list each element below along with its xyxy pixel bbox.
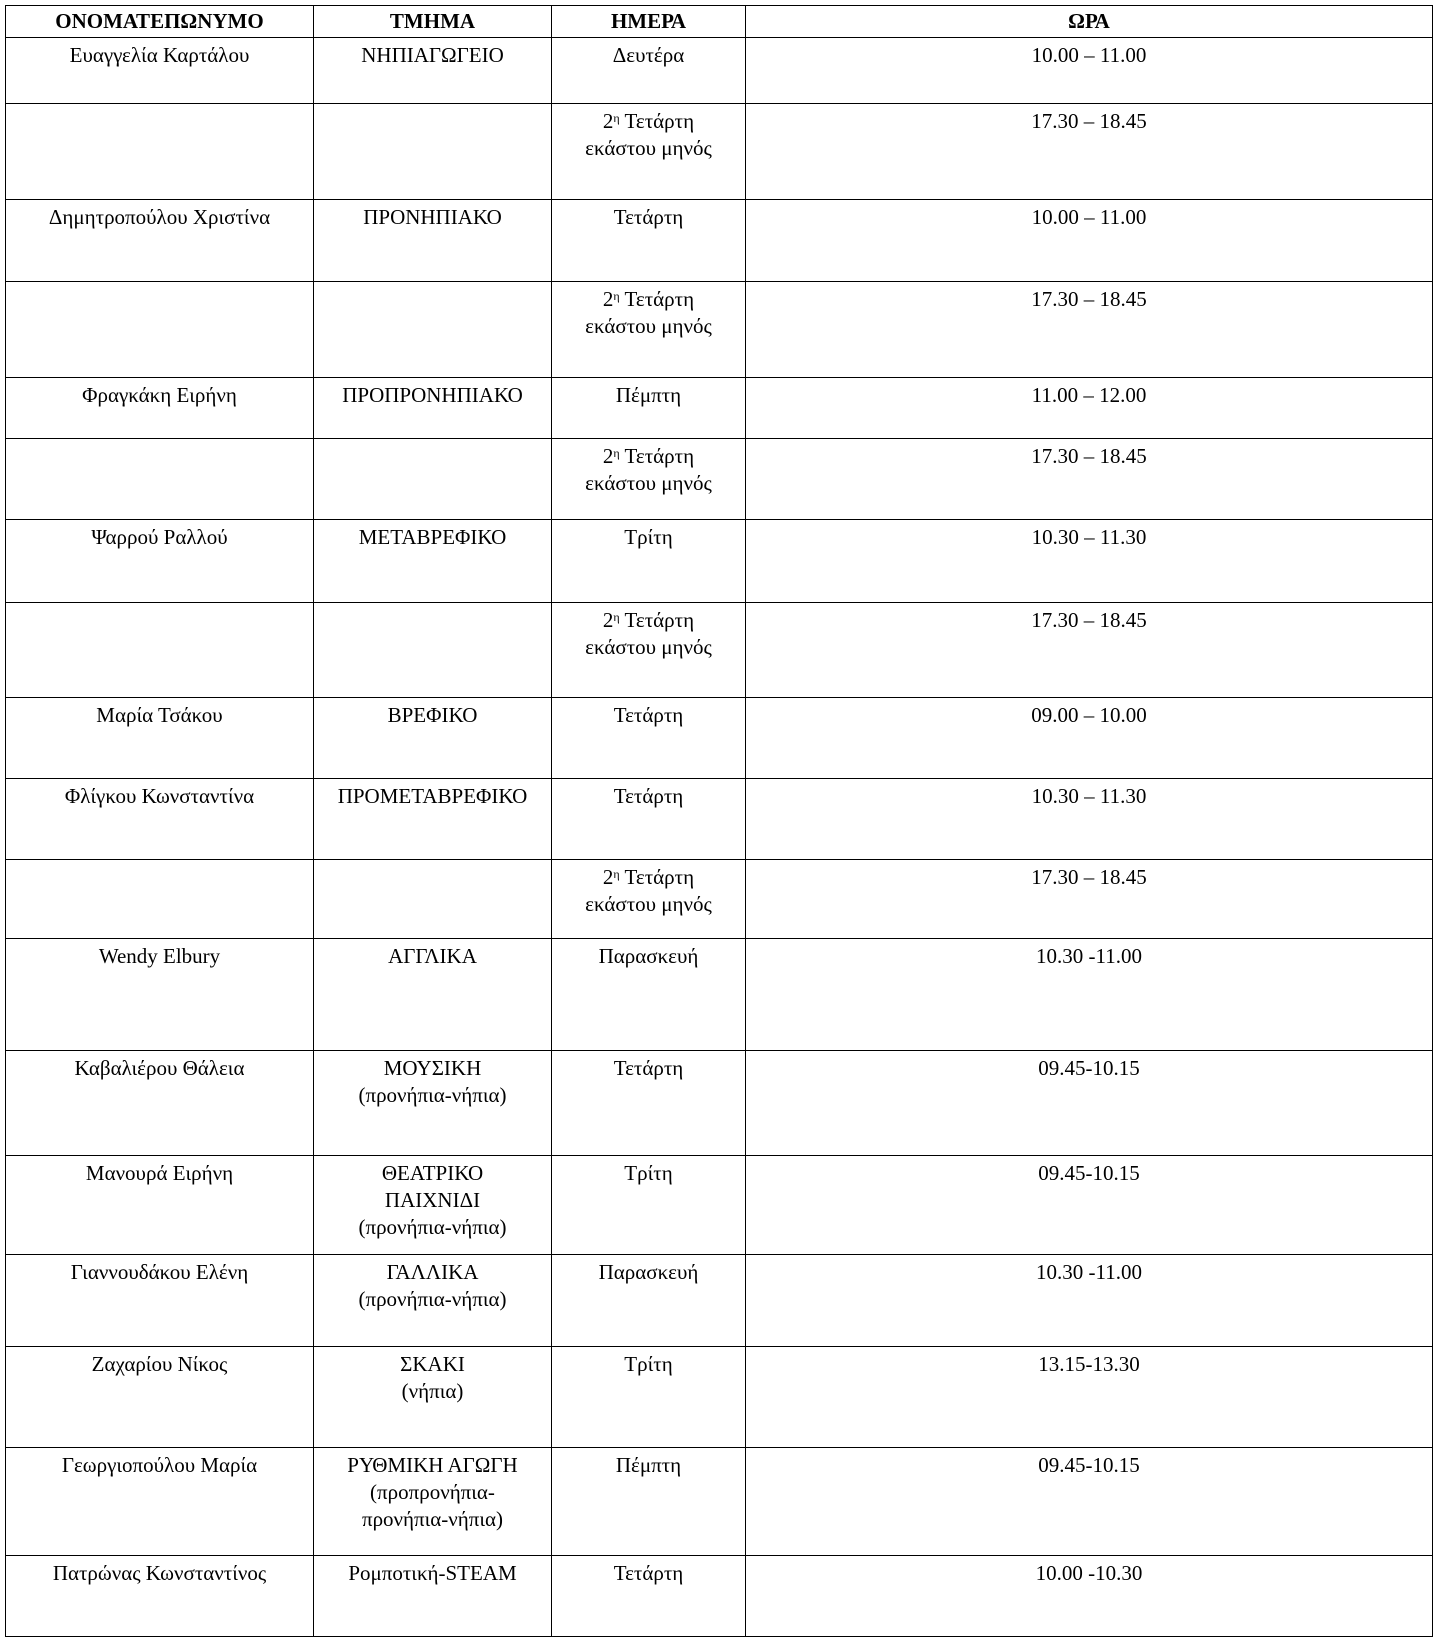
table-row xyxy=(6,200,1433,282)
cell-name xyxy=(6,1255,314,1347)
cell-name-text: Καβαλιέρου Θάλεια xyxy=(74,1056,245,1080)
cell-day-text: $2^\eta$ Τετάρτη εκάστου μηνός xyxy=(585,608,712,659)
cell-dept xyxy=(314,939,552,1051)
cell-time xyxy=(746,38,1433,104)
table-row xyxy=(6,1255,1433,1347)
cell-day xyxy=(552,1255,746,1347)
cell-time-text: 09.45-10.15 xyxy=(1038,1056,1140,1080)
cell-time xyxy=(746,1156,1433,1255)
cell-name xyxy=(6,779,314,860)
cell-day-text: Τετάρτη xyxy=(613,1056,684,1080)
cell-time-text: 13.15-13.30 xyxy=(1038,1352,1140,1376)
cell-day xyxy=(552,38,746,104)
cell-dept xyxy=(314,1156,552,1255)
cell-day xyxy=(552,603,746,698)
cell-name-text: Φραγκάκη Ειρήνη xyxy=(82,383,237,407)
cell-dept xyxy=(314,779,552,860)
cell-time-text: 09.45-10.15 xyxy=(1038,1161,1140,1185)
table-row xyxy=(6,1156,1433,1255)
cell-time-text: 10.00 – 11.00 xyxy=(1031,43,1147,67)
cell-time xyxy=(746,1556,1433,1637)
cell-time-text: 10.30 -11.00 xyxy=(1036,1260,1142,1284)
cell-day-text: $2^\eta$ Τετάρτη εκάστου μηνός xyxy=(585,287,712,338)
cell-time-text: 10.30 – 11.30 xyxy=(1031,525,1147,549)
cell-dept-text: ΝΗΠΙΑΓΩΓΕΙΟ xyxy=(361,43,504,67)
cell-day-text: $2^\eta$ Τετάρτη εκάστου μηνός xyxy=(585,444,712,495)
cell-time xyxy=(746,378,1433,439)
cell-time-text: 09.00 – 10.00 xyxy=(1031,703,1147,727)
cell-time xyxy=(746,939,1433,1051)
cell-time-text: 17.30 – 18.45 xyxy=(1031,865,1147,889)
schedule-table xyxy=(5,5,1433,1637)
cell-time-text: 09.45-10.15 xyxy=(1038,1453,1140,1477)
cell-dept-text: Ρομποτική-STEAM xyxy=(348,1561,517,1585)
cell-time-text: 11.00 – 12.00 xyxy=(1031,383,1147,407)
cell-time xyxy=(746,1448,1433,1556)
cell-name-text: Γεωργιοπούλου Μαρία xyxy=(61,1453,258,1477)
cell-dept xyxy=(314,860,552,939)
cell-day xyxy=(552,1556,746,1637)
cell-name xyxy=(6,520,314,603)
cell-name xyxy=(6,38,314,104)
cell-dept xyxy=(314,1448,552,1556)
cell-name-text: Πατρώνας Κωνσταντίνος xyxy=(52,1561,267,1585)
header-name: ΟΝΟΜΑΤΕΠΩΝΥΜΟ xyxy=(6,6,314,38)
cell-dept-text: ΠΡΟΝΗΠΙΑΚΟ xyxy=(363,205,502,229)
cell-day-text: Παρασκευή xyxy=(598,1260,699,1284)
cell-day xyxy=(552,860,746,939)
cell-day xyxy=(552,439,746,520)
cell-day xyxy=(552,698,746,779)
cell-name-text: Δημητροπούλου Χριστίνα xyxy=(48,205,271,229)
cell-dept xyxy=(314,104,552,200)
table-row xyxy=(6,282,1433,378)
table-row xyxy=(6,439,1433,520)
cell-dept xyxy=(314,439,552,520)
cell-day-text: Τρίτη xyxy=(624,525,673,549)
cell-dept-text: ΜΕΤΑΒΡΕΦΙΚΟ xyxy=(358,525,507,549)
cell-time-text: 10.00 – 11.00 xyxy=(1031,205,1147,229)
cell-dept xyxy=(314,1051,552,1156)
cell-day xyxy=(552,104,746,200)
table-row xyxy=(6,860,1433,939)
cell-day-text: Τρίτη xyxy=(624,1352,673,1376)
cell-time xyxy=(746,282,1433,378)
cell-name xyxy=(6,939,314,1051)
cell-time xyxy=(746,104,1433,200)
cell-dept xyxy=(314,520,552,603)
table-row xyxy=(6,939,1433,1051)
cell-dept xyxy=(314,200,552,282)
cell-time-text: 17.30 – 18.45 xyxy=(1031,287,1147,311)
cell-day-text: Τετάρτη xyxy=(613,703,684,727)
table-row xyxy=(6,378,1433,439)
cell-dept xyxy=(314,603,552,698)
cell-day xyxy=(552,1156,746,1255)
cell-dept-text: ΘΕΑΤΡΙΚΟ ΠΑΙΧΝΙΔΙ (προνήπια-νήπια) xyxy=(358,1161,507,1239)
cell-day-text: Παρασκευή xyxy=(598,944,699,968)
cell-day xyxy=(552,378,746,439)
cell-day-text: Τετάρτη xyxy=(613,205,684,229)
cell-dept-text: ΜΟΥΣΙΚΗ (προνήπια-νήπια) xyxy=(358,1056,507,1107)
cell-day-text: Πέμπτη xyxy=(615,1453,682,1477)
cell-time xyxy=(746,603,1433,698)
cell-name xyxy=(6,1156,314,1255)
cell-time-text: 10.00 -10.30 xyxy=(1035,1561,1143,1585)
cell-name-text: Μαρία Τσάκου xyxy=(96,703,223,727)
cell-dept-text: ΒΡΕΦΙΚΟ xyxy=(387,703,478,727)
cell-dept xyxy=(314,698,552,779)
cell-day xyxy=(552,1448,746,1556)
cell-day xyxy=(552,200,746,282)
header-dept: ΤΜΗΜΑ xyxy=(314,6,552,38)
cell-dept-text: ΠΡΟΜΕΤΑΒΡΕΦΙΚΟ xyxy=(337,784,528,808)
cell-day xyxy=(552,779,746,860)
cell-dept xyxy=(314,282,552,378)
cell-day xyxy=(552,939,746,1051)
cell-time xyxy=(746,1347,1433,1448)
cell-name-text: Ψαρρού Ραλλού xyxy=(91,525,228,549)
cell-name xyxy=(6,378,314,439)
table-row xyxy=(6,1051,1433,1156)
cell-name xyxy=(6,698,314,779)
cell-name-text: Μανουρά Ειρήνη xyxy=(85,1161,234,1185)
cell-name-text: Γιαννουδάκου Ελένη xyxy=(70,1260,249,1284)
cell-name-text: Ευαγγελία Καρτάλου xyxy=(69,43,250,67)
cell-day xyxy=(552,1347,746,1448)
cell-name xyxy=(6,603,314,698)
table-row xyxy=(6,779,1433,860)
cell-day-text: Πέμπτη xyxy=(615,383,682,407)
cell-dept-text: ΡΥΘΜΙΚΗ ΑΓΩΓΗ (προπρονήπια- προνήπια-νήπια) xyxy=(347,1453,518,1531)
table-row xyxy=(6,104,1433,200)
header-day: ΗΜΕΡΑ xyxy=(552,6,746,38)
cell-time xyxy=(746,439,1433,520)
cell-day xyxy=(552,1051,746,1156)
table-row xyxy=(6,1347,1433,1448)
cell-time xyxy=(746,1051,1433,1156)
cell-time-text: 17.30 – 18.45 xyxy=(1031,444,1147,468)
cell-name xyxy=(6,860,314,939)
cell-name xyxy=(6,1051,314,1156)
cell-name-text: Ζαχαρίου Νίκος xyxy=(91,1352,228,1376)
cell-dept xyxy=(314,378,552,439)
table-row xyxy=(6,38,1433,104)
cell-time-text: 17.30 – 18.45 xyxy=(1031,608,1147,632)
cell-time xyxy=(746,698,1433,779)
cell-day xyxy=(552,282,746,378)
cell-time xyxy=(746,779,1433,860)
cell-day-text: Δευτέρα xyxy=(612,43,685,67)
header-time: ΩΡΑ xyxy=(746,6,1433,38)
cell-dept-text: ΣΚΑΚΙ (νήπια) xyxy=(400,1352,465,1403)
cell-time-text: 17.30 – 18.45 xyxy=(1031,109,1147,133)
cell-name-text: Wendy Elbury xyxy=(98,944,221,968)
cell-time-text: 10.30 – 11.30 xyxy=(1031,784,1147,808)
cell-name xyxy=(6,1448,314,1556)
cell-time-text: 10.30 -11.00 xyxy=(1036,944,1142,968)
cell-dept xyxy=(314,1556,552,1637)
cell-day-text: Τετάρτη xyxy=(613,1561,684,1585)
cell-name xyxy=(6,1347,314,1448)
cell-time xyxy=(746,200,1433,282)
cell-dept-text: ΓΑΛΛΙΚΑ (προνήπια-νήπια) xyxy=(358,1260,507,1311)
cell-name xyxy=(6,104,314,200)
cell-day-text: Τρίτη xyxy=(624,1161,673,1185)
cell-dept xyxy=(314,38,552,104)
cell-day-text: $2^\eta$ Τετάρτη εκάστου μηνός xyxy=(585,109,712,160)
table-row xyxy=(6,520,1433,603)
cell-day-text: $2^\eta$ Τετάρτη εκάστου μηνός xyxy=(585,865,712,916)
cell-dept xyxy=(314,1255,552,1347)
table-row xyxy=(6,698,1433,779)
table-row xyxy=(6,1556,1433,1637)
cell-name-text: Φλίγκου Κωνσταντίνα xyxy=(64,784,255,808)
cell-day xyxy=(552,520,746,603)
cell-dept-text: ΑΓΓΛΙΚΑ xyxy=(388,944,477,968)
table-row xyxy=(6,1448,1433,1556)
cell-name xyxy=(6,1556,314,1637)
cell-time xyxy=(746,860,1433,939)
cell-dept-text: ΠΡΟΠΡΟΝΗΠΙΑΚΟ xyxy=(342,383,523,407)
cell-dept xyxy=(314,1347,552,1448)
cell-time xyxy=(746,520,1433,603)
header-row xyxy=(6,6,1433,38)
cell-time xyxy=(746,1255,1433,1347)
cell-name xyxy=(6,200,314,282)
table-row xyxy=(6,603,1433,698)
cell-name xyxy=(6,439,314,520)
cell-day-text: Τετάρτη xyxy=(613,784,684,808)
cell-name xyxy=(6,282,314,378)
